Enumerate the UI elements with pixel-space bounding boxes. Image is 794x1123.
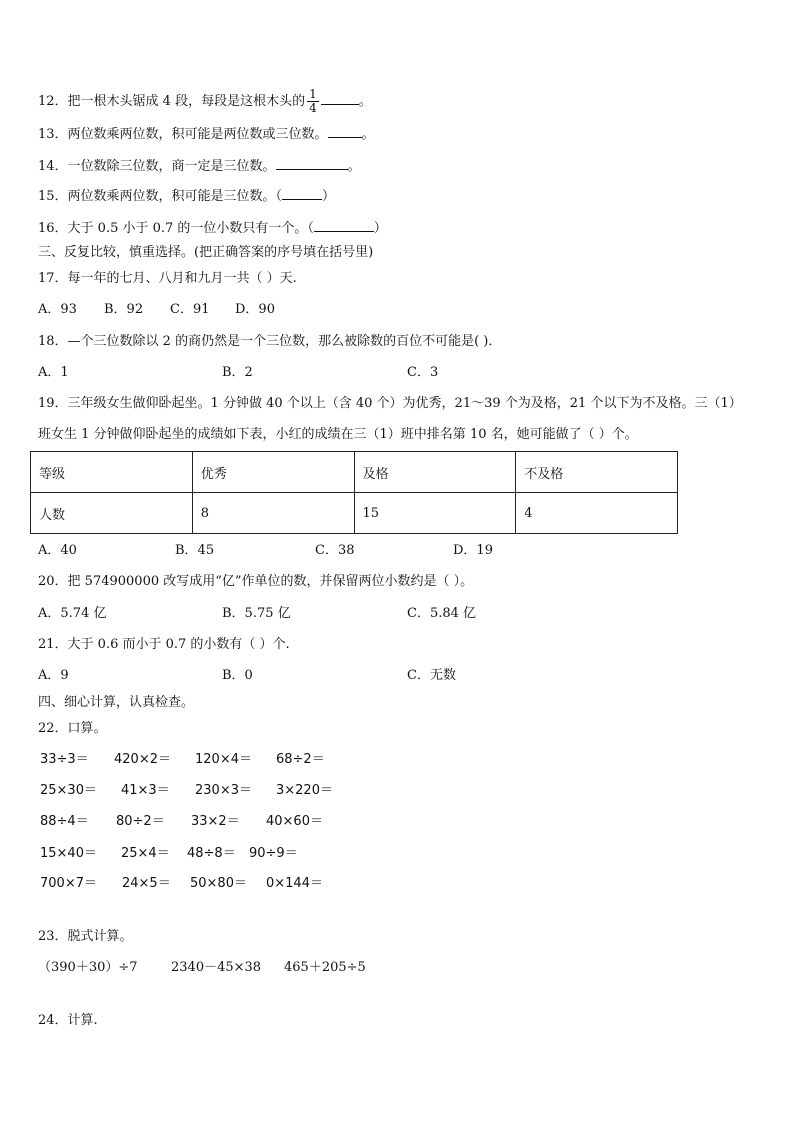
table-cell: 人数: [31, 493, 193, 534]
calc-item: 68÷2＝: [276, 752, 325, 767]
calc-item: 15×40＝: [40, 846, 97, 861]
calc-item: 88÷4＝: [40, 814, 89, 829]
table-cell: 不及格: [516, 452, 678, 493]
grades-table: [30, 451, 678, 534]
fraction-numerator: 1: [309, 87, 317, 101]
question-13-end: 。: [361, 127, 375, 142]
table-cell: 及格: [354, 452, 516, 493]
calc-item: 80÷2＝: [116, 814, 165, 829]
table-cell: 15: [354, 493, 516, 534]
calc-item: 48÷8＝: [187, 846, 236, 861]
question-14-text: 14．一位数除三位数，商一定是三位数。: [38, 159, 276, 174]
option-c[interactable]: C．91: [170, 302, 210, 317]
option-a[interactable]: A．40: [38, 543, 77, 558]
question-13-text: 13．两位数乘两位数，积可能是两位数或三位数。: [38, 127, 328, 142]
option-b[interactable]: B．92: [104, 302, 144, 317]
question-12-text: 12．把一根木头锯成 4 段，每段是这根木头的: [38, 94, 306, 109]
fraction: [307, 88, 319, 115]
option-a[interactable]: A．1: [38, 365, 69, 380]
question-20-text: 20．把 574900000 改写成用“亿”作单位的数，并保留两位小数约是（ ）。: [38, 574, 474, 589]
calc-item: 41×3＝: [121, 783, 170, 798]
answer-blank[interactable]: [276, 156, 348, 170]
calc-item: 25×4＝: [121, 846, 170, 861]
question-23-title: 23．脱式计算。: [38, 929, 133, 944]
question-17-text: 17．每一年的七月、八月和九月一共（ ）天.: [38, 271, 297, 286]
option-c[interactable]: C．5.84 亿: [407, 606, 477, 621]
answer-blank[interactable]: [282, 186, 322, 200]
section-4-heading: 四、细心计算，认真检查。: [38, 695, 195, 710]
table-cell: 等级: [31, 452, 193, 493]
question-18-text: 18．—个三位数除以 2 的商仍然是一个三位数，那么被除数的百位不可能是( )．: [38, 334, 502, 349]
calc-item: 33÷3＝: [40, 752, 89, 767]
table-row: [31, 493, 678, 534]
answer-blank[interactable]: [321, 91, 359, 105]
question-24-title: 24．计算.: [38, 1013, 98, 1028]
question-22-title: 22．口算。: [38, 721, 107, 736]
question-14: [38, 156, 361, 176]
calc-item: 2340－45×38: [171, 960, 262, 975]
calc-item: 3×220＝: [276, 783, 333, 798]
table-header-row: [31, 452, 678, 493]
table-cell: 8: [192, 493, 354, 534]
option-d[interactable]: D．90: [235, 302, 275, 317]
question-15: [38, 186, 335, 206]
calc-item: 700×7＝: [40, 876, 97, 891]
question-16-end: ）: [373, 221, 387, 236]
question-19-line-2: 班女生 1 分钟做仰卧起坐的成绩如下表，小红的成绩在三（1）班中排名第 10 名，她可能做了（ ）个。: [38, 427, 638, 442]
question-19-line-1: 19．三年级女生做仰卧起坐。1 分钟做 40 个以上（含 40 个）为优秀，21～39 个为及格，21 个以下为不及格。三（1）: [38, 396, 742, 411]
question-12-end: 。: [358, 94, 372, 109]
question-12: [38, 88, 372, 115]
option-a[interactable]: A．9: [38, 668, 69, 683]
calc-item: 120×4＝: [195, 752, 252, 767]
option-b[interactable]: B．5.75 亿: [222, 606, 291, 621]
calc-item: 25×30＝: [40, 783, 97, 798]
table-cell: 4: [516, 493, 678, 534]
calc-item: （390＋30）÷7: [38, 960, 138, 975]
calc-item: 50×80＝: [190, 876, 247, 891]
question-15-text: 15．两位数乘两位数，积可能是三位数。（: [38, 189, 283, 204]
calc-item: 90÷9＝: [249, 846, 298, 861]
option-a[interactable]: A．93: [38, 302, 77, 317]
option-b[interactable]: B．2: [222, 365, 253, 380]
question-16: [38, 218, 387, 238]
option-b[interactable]: B．0: [222, 668, 253, 683]
section-3-heading: 三、反复比较，慎重选择。(把正确答案的序号填在括号里): [38, 245, 374, 260]
calc-item: 0×144＝: [266, 876, 323, 891]
answer-blank[interactable]: [314, 218, 374, 232]
calc-item: 24×5＝: [122, 876, 171, 891]
option-c[interactable]: C．3: [407, 365, 439, 380]
question-16-text: 16．大于 0.5 小于 0.7 的一位小数只有一个。（: [38, 221, 314, 236]
option-c[interactable]: C．38: [315, 543, 355, 558]
calc-item: 420×2＝: [114, 752, 171, 767]
question-14-end: 。: [347, 159, 361, 174]
option-c[interactable]: C．无数: [407, 668, 456, 683]
calc-item: 33×2＝: [191, 814, 240, 829]
answer-blank[interactable]: [328, 124, 362, 138]
option-a[interactable]: A．5.74 亿: [38, 606, 107, 621]
question-21-text: 21．大于 0.6 而小于 0.7 的小数有（ ）个.: [38, 637, 290, 652]
calc-item: 465＋205÷5: [284, 960, 366, 975]
fraction-denominator: 4: [309, 101, 317, 115]
calc-item: 40×60＝: [266, 814, 323, 829]
question-13: [38, 124, 375, 144]
option-d[interactable]: D．19: [453, 543, 493, 558]
calc-item: 230×3＝: [195, 783, 252, 798]
question-15-end: ）: [322, 189, 336, 204]
table-cell: 优秀: [192, 452, 354, 493]
option-b[interactable]: B．45: [175, 543, 215, 558]
